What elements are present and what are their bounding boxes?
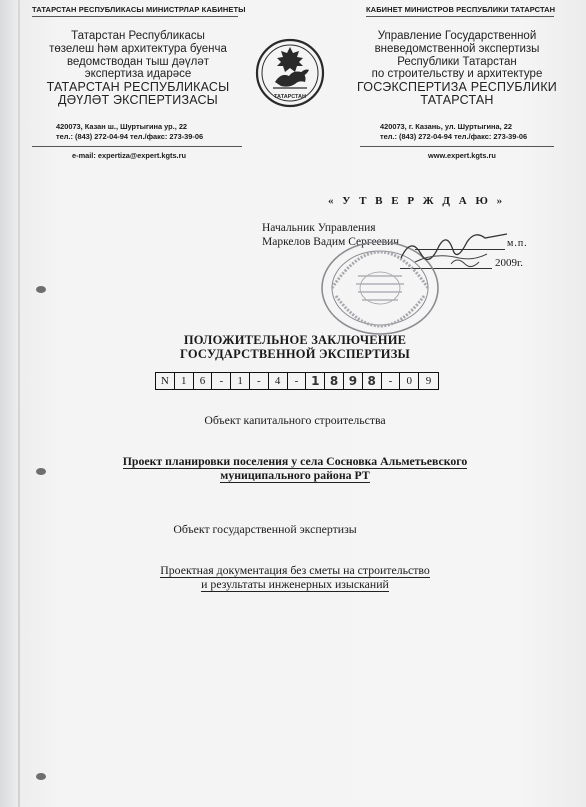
- header-left-caps: ДӘҮЛӘТ ЭКСПЕРТИЗАСЫ: [58, 92, 218, 107]
- header-right-line: по строительству и архитектуре: [371, 68, 543, 81]
- object-name-line: Проект планировки поселения у села Сосновка Альметьевского: [122, 454, 468, 468]
- approval-heading: « У Т В Е Р Ж Д А Ю »: [328, 195, 506, 207]
- header-right-caps: ТАТАРСТАН: [420, 92, 494, 107]
- address-line: 420073, г. Казань, ул. Шуртыгина, 22: [380, 122, 512, 131]
- address-rule: [360, 146, 554, 147]
- emblem-caption: ТАТАРСТАН: [273, 94, 307, 100]
- approval-position: Начальник Управления: [262, 222, 376, 234]
- number-cell: 9: [425, 375, 432, 387]
- header-left-line: ведомстводан тыш дәүләт: [66, 55, 210, 68]
- object-name: [100, 454, 490, 482]
- header-right-line: Республики Татарстан: [397, 55, 517, 68]
- expertise-name: [100, 563, 490, 591]
- header-right-line: Управление Государственной: [377, 30, 537, 42]
- number-cell: 8: [325, 373, 344, 389]
- number-cell: 1: [175, 373, 194, 389]
- header-rule: [366, 16, 554, 17]
- header-left-line: Татарстан Республикасы: [71, 30, 205, 42]
- conclusion-number: [155, 372, 439, 390]
- header-right-top: КАБИНЕТ МИНИСТРОВ РЕСПУБЛИКИ ТАТАРСТАН: [366, 5, 556, 14]
- punch-hole: [36, 468, 46, 475]
- punch-hole: [36, 286, 46, 293]
- number-cell: 1: [306, 373, 325, 389]
- number-cell: 4: [269, 373, 288, 389]
- number-cell: N: [156, 373, 175, 389]
- header-right-address: [380, 122, 580, 142]
- approval-name: Маркелов Вадим Сергеевич: [262, 236, 400, 248]
- header-left-line: төзелеш һәм архитектура буенча: [49, 42, 227, 55]
- address-line: 420073, Казан ш., Шуртыгина ур., 22: [56, 122, 188, 131]
- page-fold: [18, 0, 20, 807]
- address-rule: [32, 146, 242, 147]
- document-title-line-1: ПОЛОЖИТЕЛЬНОЕ ЗАКЛЮЧЕНИЕ: [183, 333, 407, 347]
- header-left-caps: ТАТАРСТАН РЕСПУБЛИКАСЫ: [46, 80, 230, 95]
- approval-year: 2009г.: [495, 257, 524, 269]
- expertise-name-line: Проектная документация без сметы на строительство: [160, 563, 430, 577]
- address-line: тел.: (843) 272-04-94 тел./факс: 273-39-06: [56, 132, 204, 141]
- number-cell: 8: [363, 373, 382, 389]
- tatarstan-coat-of-arms-icon: [255, 38, 325, 108]
- approval-mp: м.п.: [507, 238, 528, 249]
- header-left-block: [28, 30, 248, 107]
- object-label: Объект капитального строительства: [204, 413, 386, 427]
- number-cell: 1: [231, 373, 250, 389]
- header-left-line: экспертиза идарәсе: [84, 68, 192, 81]
- punch-hole: [36, 773, 46, 780]
- object-name-line: муниципального района РТ: [220, 468, 370, 482]
- address-line: тел.: (843) 272-04-94 тел./факс: 273-39-06: [380, 132, 528, 141]
- number-cell: 6: [194, 373, 213, 389]
- expertise-label: Объект государственной экспертизы: [173, 522, 357, 536]
- header-right-line: вневедомственной экспертизы: [374, 42, 540, 55]
- number-cell: -: [288, 373, 307, 389]
- document-title-line-2: ГОСУДАРСТВЕННОЙ ЭКСПЕРТИЗЫ: [180, 347, 410, 361]
- header-right-block: [348, 30, 566, 107]
- header-left-address: [56, 122, 256, 142]
- header-rule: [32, 16, 238, 17]
- expertise-name-line: и результаты инженерных изысканий: [201, 577, 389, 591]
- signature-icon: [395, 228, 510, 273]
- header-right-caps: ГОСЭКСПЕРТИЗА РЕСПУБЛИКИ: [357, 80, 557, 95]
- header-email: e-mail: expertiza@expert.kgts.ru: [72, 151, 186, 160]
- number-cell: 9: [344, 373, 363, 389]
- header-left-top: ТАТАРСТАН РЕСПУБЛИКАСЫ МИНИСТРЛАР КАБИНЕТЫ: [32, 5, 246, 14]
- header-website: www.expert.kgts.ru: [428, 151, 496, 160]
- number-cell: -: [250, 373, 269, 389]
- number-cell: -: [212, 373, 231, 389]
- number-cell: -: [382, 373, 401, 389]
- number-cell: 0: [400, 373, 419, 389]
